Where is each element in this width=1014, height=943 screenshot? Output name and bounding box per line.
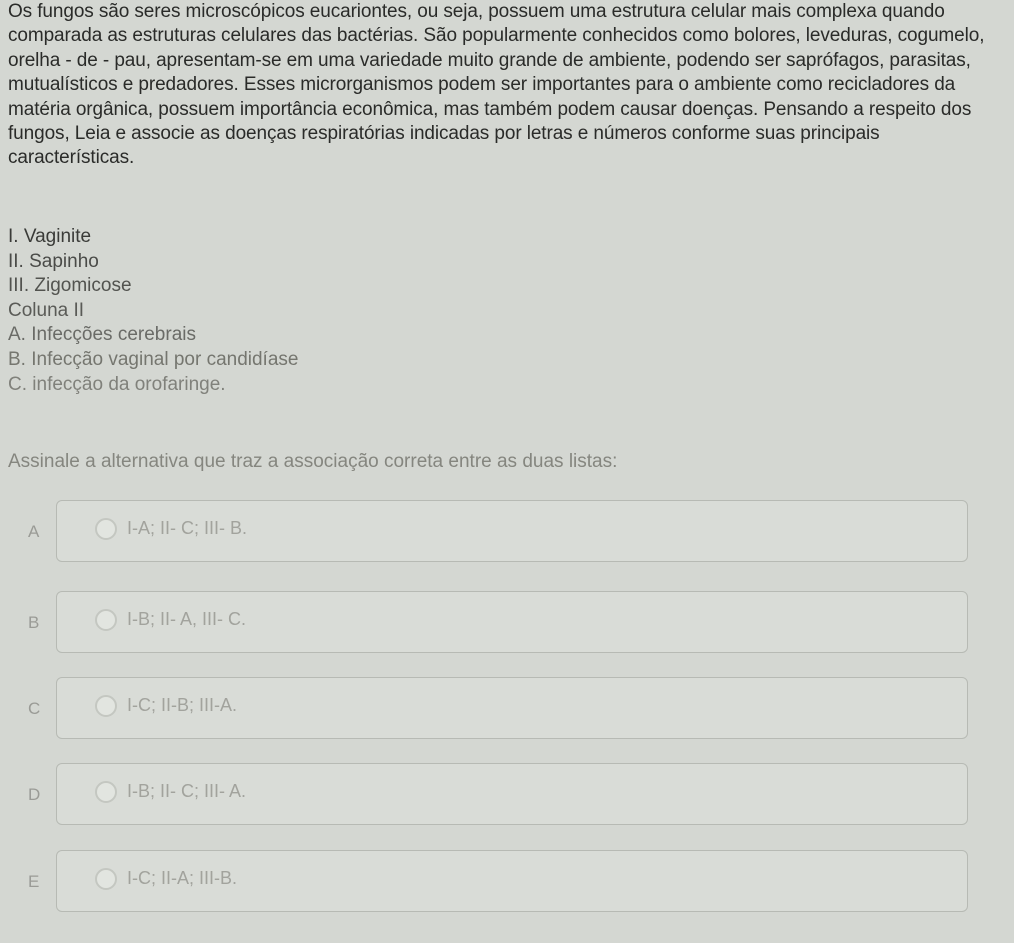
- list-item: B. Infecção vaginal por candidíase: [8, 348, 299, 370]
- option-c[interactable]: [0, 677, 1014, 747]
- option-letter: D: [28, 785, 41, 804]
- question-text: [8, 0, 1006, 171]
- list-item: II. Sapinho: [8, 250, 99, 272]
- option-box[interactable]: [56, 850, 968, 912]
- option-label: I-B; II- A, III- C.: [127, 609, 247, 629]
- instruction-text: Assinale a alternativa que traz a associação correta entre as duas listas:: [8, 451, 618, 472]
- radio-button[interactable]: [95, 781, 117, 803]
- option-e[interactable]: [0, 850, 1014, 920]
- option-box[interactable]: [56, 591, 968, 653]
- option-label: I-C; II-B; III-A.: [127, 695, 238, 715]
- list-item: III. Zigomicose: [8, 275, 132, 297]
- option-box[interactable]: [56, 677, 968, 739]
- option-d[interactable]: [0, 763, 1014, 833]
- option-label: I-C; II-A; III-B.: [127, 868, 238, 888]
- option-letter: B: [28, 613, 40, 632]
- association-list: [8, 225, 298, 397]
- list-item: C. infecção da orofaringe.: [8, 373, 226, 395]
- list-item: A. Infecções cerebrais: [8, 324, 196, 346]
- radio-button[interactable]: [95, 609, 117, 631]
- option-a[interactable]: [0, 500, 1014, 570]
- option-label: I-A; II- C; III- B.: [127, 518, 248, 538]
- option-b[interactable]: [0, 591, 1014, 661]
- question-paragraph: Os fungos são seres microscópicos eucariontes, ou seja, possuem uma estrutura celular mais complexa quando comparada as estruturas celulares das bactérias. São popularmente conhecidos como bolores, leveduras, cogumelo, orelha - de - pau, apresentam-se em uma variedade muito grande de ambiente, podendo ser saprófagos, parasitas, mutualísticos e predadores. Esses microrganismos podem ser importantes para o ambiente como recicladores da matéria orgânica, possuem importância econômica, mas também podem causar doenças. Pensando a respeito dos fungos, Leia e associe as doenças respiratórias indicadas por letras e números conforme suas principais características.: [8, 1, 985, 169]
- list-item: I. Vaginite: [8, 226, 92, 247]
- option-box[interactable]: [56, 763, 968, 825]
- option-letter: A: [28, 522, 40, 541]
- radio-button[interactable]: [95, 518, 117, 540]
- radio-button[interactable]: [95, 868, 117, 890]
- option-label: I-B; II- C; III- A.: [127, 781, 247, 801]
- option-box[interactable]: [56, 500, 968, 562]
- list-item: Coluna II: [8, 299, 85, 321]
- option-letter: E: [28, 872, 40, 891]
- radio-button[interactable]: [95, 695, 117, 717]
- option-letter: C: [28, 699, 41, 718]
